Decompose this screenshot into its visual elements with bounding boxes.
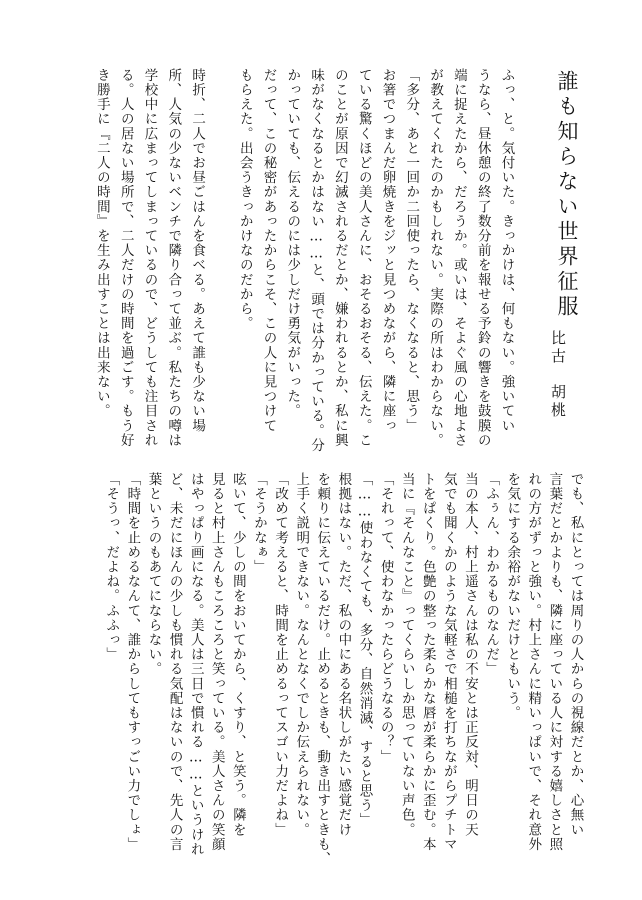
text-line: のことが原因で幻滅されるだとか、嫌われるとか、私に興 <box>331 68 348 448</box>
text-line: でも、私にとっては周りの人からの視線だとか、心無い <box>567 472 584 837</box>
text-line: 「そうっ、だよね。ふふっ」 <box>103 472 120 662</box>
text-line: 見ると村上さんもころころと笑っている。美人さんの笑顔 <box>208 472 225 852</box>
text-line: 「……使わなくても、多分、自然消滅、すると思う」 <box>356 472 373 828</box>
text-line: 当に『そんなこと』ってくらいしか思っていない声色。 <box>398 472 415 837</box>
text-line: ている驚くほどの美人さんに、おそるおそる、伝えた。こ <box>355 68 372 448</box>
text-line: 学校中に広まってしまっているので、どうしても注目され <box>141 68 158 448</box>
story-title: 誰も知らない世界征服 <box>555 70 579 320</box>
author-name: 比古 胡桃 <box>549 330 567 420</box>
text-line: 「ふぅん、わかるものなんだ」 <box>483 472 500 677</box>
text-line: 「それって、使わなかったらどうなるの？」 <box>377 472 394 764</box>
text-line: 呟いて、少しの間をおいてから、くすり、と笑う。隣を <box>229 472 246 837</box>
text-line: 根拠はない。ただ、私の中にある名状しがたい感覚だけ <box>335 472 352 837</box>
text-line: 上手く説明できない。なんとなくでしか伝えられない。 <box>293 472 310 837</box>
text-line: だって、この秘密があったからこそ、この人に見つけて <box>260 68 277 433</box>
text-line: うなら、昼休憩の終了数分前を報せる予鈴の響きを鼓膜の <box>474 68 491 448</box>
text-line: 「改めて考えると、時間を止めるってスゴい力だよね」 <box>272 472 289 837</box>
text-line: 時折、二人でお昼ごはんを食べる。あえて誰も少ない場 <box>189 68 206 433</box>
text-line: トをぱくり。色艶の整った柔らかな唇が柔らかに歪む。本 <box>419 472 436 852</box>
text-line: 気でも聞くかのような気軽さで相槌を打ちながらプチトマ <box>440 472 457 852</box>
text-line: はやっぱり画になる。美人は三日で慣れる……というけれ <box>187 472 204 857</box>
text-line: を頼りに伝えているだけ。止めるときも、動き出すときも、 <box>314 472 331 867</box>
text-line: が教えてくれたのかもしれない。実際の所はわからない。 <box>427 68 444 448</box>
text-line: 所、人気の少ないベンチで隣り合って並ぶ。私たちの噂は <box>165 68 182 448</box>
text-line: ふっ、と。気付いた。きっかけは、何もない。強いてい <box>498 68 515 433</box>
text-line: 葉というのもあてにならない。 <box>145 472 162 677</box>
text-line: かっていても、伝えるのには少しだけ勇気がいった。 <box>284 68 301 419</box>
text-line: き勝手に『二人の時間』を生み出すことは出来ない。 <box>93 68 110 419</box>
text-line: 言葉だとかよりも、隣に座っている人に対する嬉しさと照 <box>546 472 563 852</box>
text-line: お箸でつまんだ卵焼きをジッと見つめながら、隣に座っ <box>379 68 396 433</box>
text-line: 味がなくなるとかはない……と、頭では分かっている。分 <box>308 68 325 453</box>
text-line: 端に捉えたから、だろうか。或いは、そよぐ風の心地よさ <box>450 68 467 448</box>
text-line: 当の本人、村上遥さんは私の不安とは正反対、明日の天 <box>462 472 478 837</box>
text-line: ど、未だにほんの少しも慣れる気配はないので、先人の言 <box>166 472 183 852</box>
text-line: 「多分、あと一回か二回使ったら、なくなると、思う」 <box>403 68 420 433</box>
text-line: る。人の居ない場所で、二人だけの時間を過ごす。もう好 <box>117 68 134 448</box>
text-line: もらえた。出会うきっかけなのだから。 <box>236 68 253 331</box>
text-line: れの方がずっと強い。村上さんに精いっぱいで、それ意外 <box>525 472 542 852</box>
text-line: を気にする余裕がないだけともいう。 <box>504 472 521 721</box>
text-line: 「そうかなぁ」 <box>251 472 267 575</box>
text-line: 「時間を止めるなんて、誰からしてもすっごい力でしょ」 <box>124 472 141 852</box>
